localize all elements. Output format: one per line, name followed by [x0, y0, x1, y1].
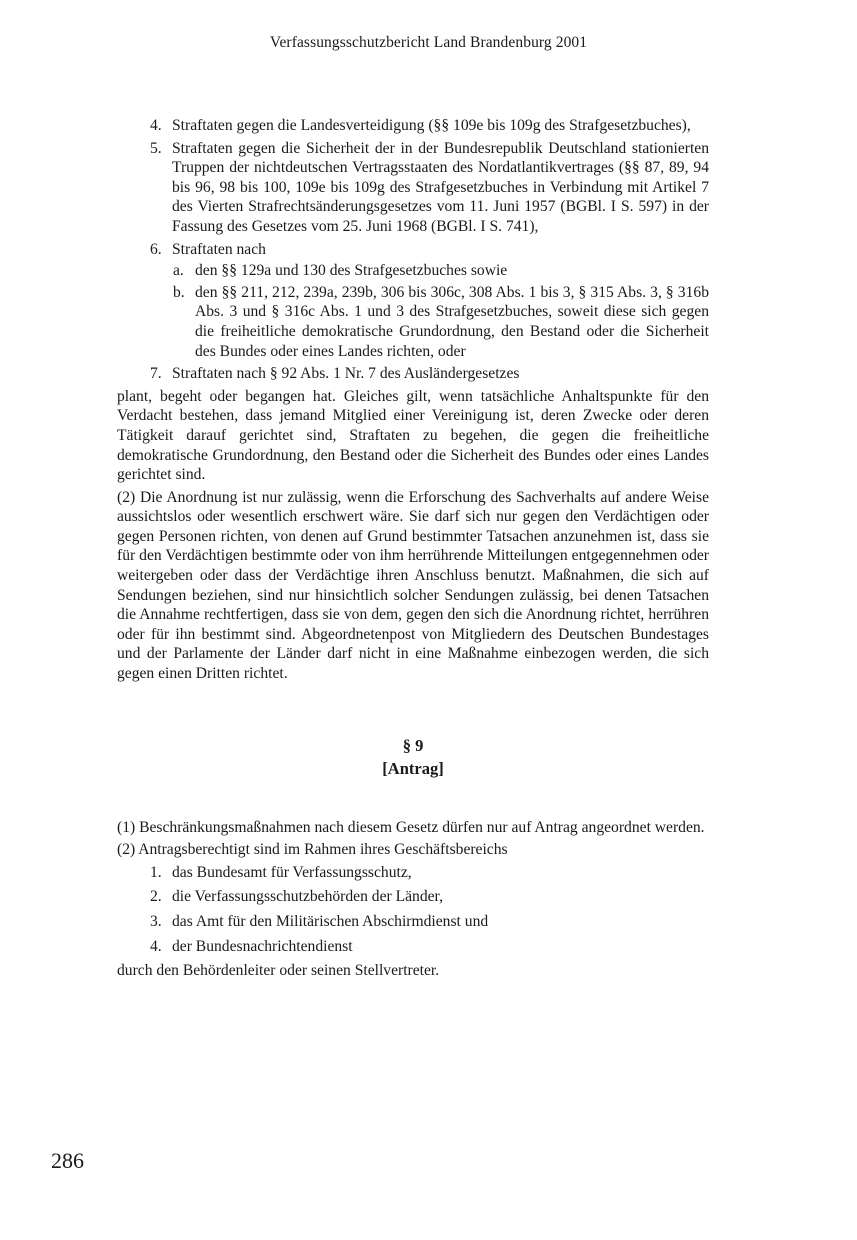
list-item	[117, 240, 709, 362]
running-header: Verfassungsschutzbericht Land Brandenburg 2001	[269, 34, 588, 51]
list-item-number: 4.	[150, 117, 162, 134]
authority-list	[117, 863, 709, 956]
list-item-number: 1.	[150, 863, 162, 881]
list-item	[117, 937, 709, 957]
section-closing: durch den Behördenleiter oder seinen Stellvertreter.	[117, 962, 440, 980]
list-item-text: Straftaten gegen die Landesverteidigung (§§ 109e bis 109g des Strafgesetzbuches),	[172, 117, 691, 134]
list-item-number: 7.	[150, 365, 162, 383]
list-item-number: 5.	[150, 139, 162, 157]
list-item	[117, 863, 709, 883]
list-item-number: 2.	[150, 888, 162, 906]
page-number: 286	[51, 1148, 84, 1173]
sub-list-item-text: den §§ 129a und 130 des Strafgesetzbuches sowie	[195, 262, 508, 280]
sub-list-item-text: den §§ 211, 212, 239a, 239b, 306 bis 306c, 308 Abs. 1 bis 3, § 315 Abs. 3, § 316b Abs. 3 und § 316c Abs. 1 und 3 des Strafgesetzbuches, soweit diese sich gegen die freiheitliche demokratische Grundordnung, den Bestand oder die Sicherheit des Bundes oder eines Landes richten, oder	[195, 283, 709, 360]
list-item-number: 4.	[150, 937, 162, 955]
list-item-number: 6.	[150, 240, 162, 258]
list-item-text: Straftaten gegen die Sicherheit der in der Bundesrepublik Deutschland stationierten Truppen der nichtdeutschen Vertragsstaaten des Nordatlantikvertrages (§§ 87, 89, 94 bis 96, 98 bis 100, 109e bis 109g des Strafgesetzbuches in Verbindung mit Artikel 7 des Vierten Strafrechtsänderungsgesetzes vom 11. Juni 1957 (BGBl. I S. 597) in der Fassung des Gesetzes vom 25. Juni 1968 (BGBl. I S. 741),	[172, 139, 709, 235]
section-paragraph-2: (2) Antragsberechtigt sind im Rahmen ihres Geschäftsbereichs	[117, 841, 508, 859]
list-item-text: die Verfassungsschutzbehörden der Länder,	[172, 888, 444, 906]
paragraph-continuation: plant, begeht oder begangen hat. Gleiches gilt, wenn tatsächliche Anhaltspunkte für den Verdacht bestehen, dass jemand Mitglied einer Vereinigung ist, deren Zwecke oder deren Tätigkeit darauf gerichtet sind, Straftaten zu begehen, die gegen die freiheitliche demokratische Grundordnung, den Bestand oder die Sicherheit des Bundes oder eines Landes gerichtet sind.	[117, 387, 709, 484]
offense-list	[117, 116, 709, 384]
sub-list-item-letter: a.	[173, 262, 184, 280]
list-item	[117, 116, 709, 136]
list-item-number: 3.	[150, 913, 162, 930]
sub-list-item-letter: b.	[173, 283, 185, 301]
sub-list	[172, 261, 709, 361]
list-item-text: der Bundesnachrichtendienst	[172, 937, 353, 955]
section-title: [Antrag]	[382, 758, 444, 778]
list-item	[117, 139, 709, 237]
section-number: § 9	[402, 735, 424, 755]
section-paragraph-1: (1) Beschränkungsmaßnahmen nach diesem Gesetz dürfen nur auf Antrag angeordnet werden.	[117, 818, 705, 836]
list-item-text: das Bundesamt für Verfassungsschutz,	[172, 863, 412, 881]
list-item	[117, 887, 709, 907]
section-heading	[117, 734, 709, 780]
sub-list-item	[172, 261, 709, 281]
list-item-text: Straftaten nach § 92 Abs. 1 Nr. 7 des Ausländergesetzes	[172, 365, 520, 383]
list-item-text: das Amt für den Militärischen Abschirmdienst und	[172, 913, 489, 930]
list-item	[117, 364, 709, 384]
page-body	[117, 116, 709, 984]
sub-list-item	[172, 283, 709, 361]
list-item-text: Straftaten nach	[172, 240, 266, 258]
paragraph-2: (2) Die Anordnung ist nur zulässig, wenn die Erforschung des Sachverhalts auf andere Weise aussichtslos oder wesentlich erschwert wäre. Sie darf sich nur gegen den Verdächtigen oder gegen Personen richten, von denen auf Grund bestimmter Tatsachen anzunehmen ist, dass sie für den Verdächtigen bestimmte oder von ihm herrührende Mitteilungen entgegennehmen oder weitergeben oder dass der Verdächtige ihren Anschluss benutzt. Maßnahmen, die sich auf Sendungen beziehen, sind nur hinsichtlich solcher Sendungen zulässig, bei denen Tatsachen die Annahme rechtfertigen, dass sie von dem, gegen den sich die Anordnung richtet, herrühren oder für ihn bestimmt sind. Abgeordnetenpost von Mitgliedern des Deutschen Bundestages und der Parlamente der Länder darf nicht in eine Maßnahme einbezogen werden, die sich gegen einen Dritten richtet.	[117, 488, 709, 683]
list-item	[117, 912, 709, 932]
